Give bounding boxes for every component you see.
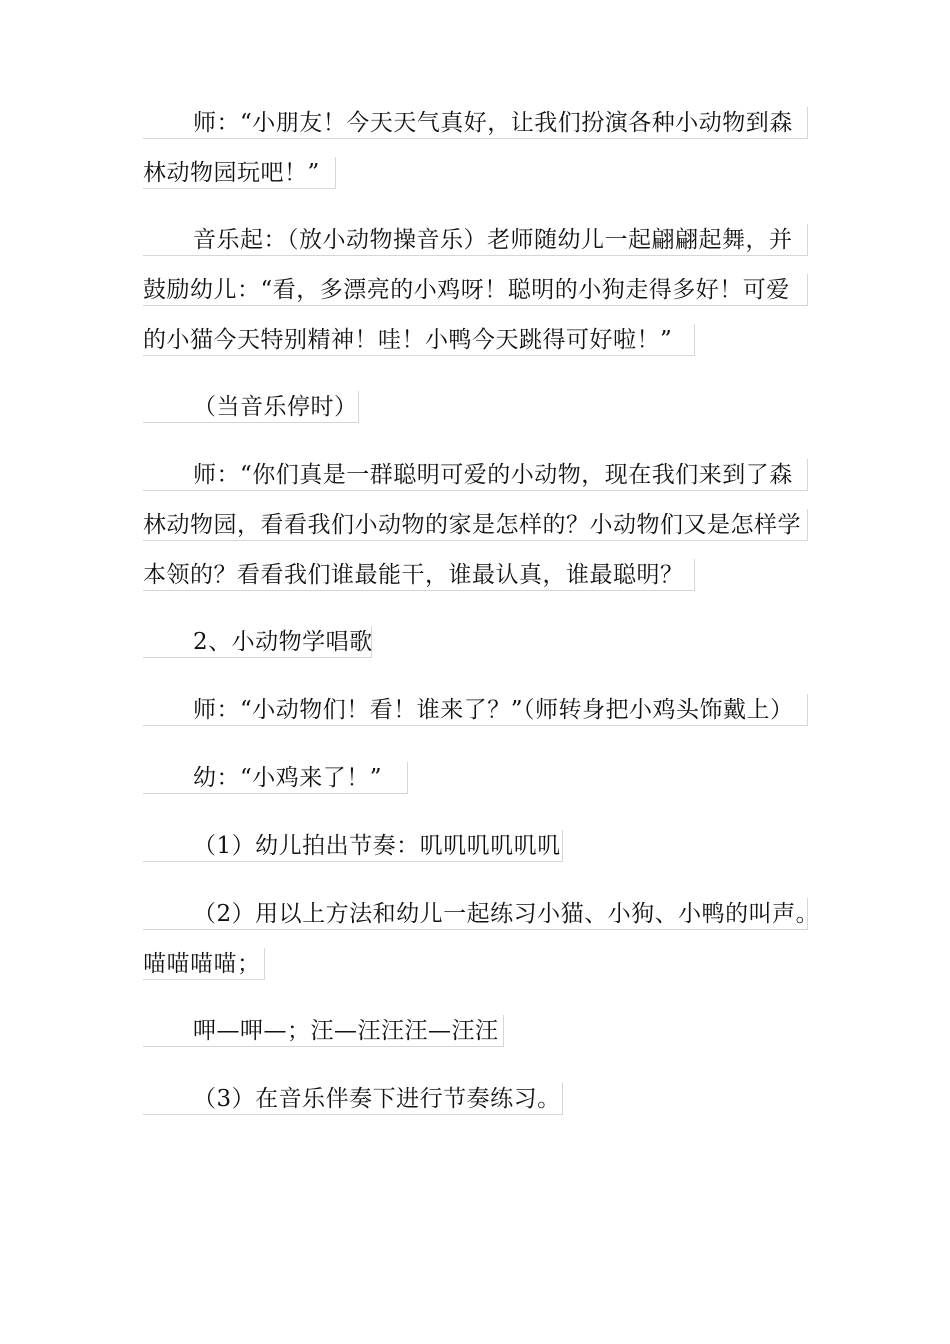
- text-line: 幼：“小鸡来了！”: [143, 762, 408, 794]
- text-line: 呷—呷—；汪—汪汪汪—汪汪: [143, 1015, 504, 1047]
- text-line: （1）幼儿拍出节奏：叽叽叽叽叽叽: [143, 830, 563, 862]
- text-line: （3）在音乐伴奏下进行节奏练习。: [143, 1083, 563, 1115]
- text-line: 林动物园玩吧！”: [143, 157, 336, 189]
- text-line: 师：“小朋友！今天天气真好，让我们扮演各种小动物到森: [143, 107, 808, 139]
- text-line: 鼓励幼儿：“看，多漂亮的小鸡呀！聪明的小狗走得多好！可爱: [143, 274, 808, 306]
- text-line: （2）用以上方法和幼儿一起练习小猫、小狗、小鸭的叫声。: [143, 898, 808, 930]
- text-line: （当音乐停时）: [143, 391, 359, 423]
- text-line: 音乐起：（放小动物操音乐）老师随幼儿一起翩翩起舞，并: [143, 224, 808, 256]
- text-line: 师：“你们真是一群聪明可爱的小动物，现在我们来到了森: [143, 459, 808, 491]
- text-line: 师：“小动物们！看！谁来了？”（师转身把小鸡头饰戴上）: [143, 694, 808, 726]
- section-heading: 2、小动物学唱歌: [143, 626, 372, 658]
- text-line: 喵喵喵喵；: [143, 948, 265, 980]
- text-line: 林动物园，看看我们小动物的家是怎样的？小动物们又是怎样学: [143, 509, 808, 541]
- text-line: 本领的？看看我们谁最能干，谁最认真，谁最聪明？: [143, 559, 695, 591]
- text-line: 的小猫今天特别精神！哇！小鸭今天跳得可好啦！”: [143, 324, 695, 356]
